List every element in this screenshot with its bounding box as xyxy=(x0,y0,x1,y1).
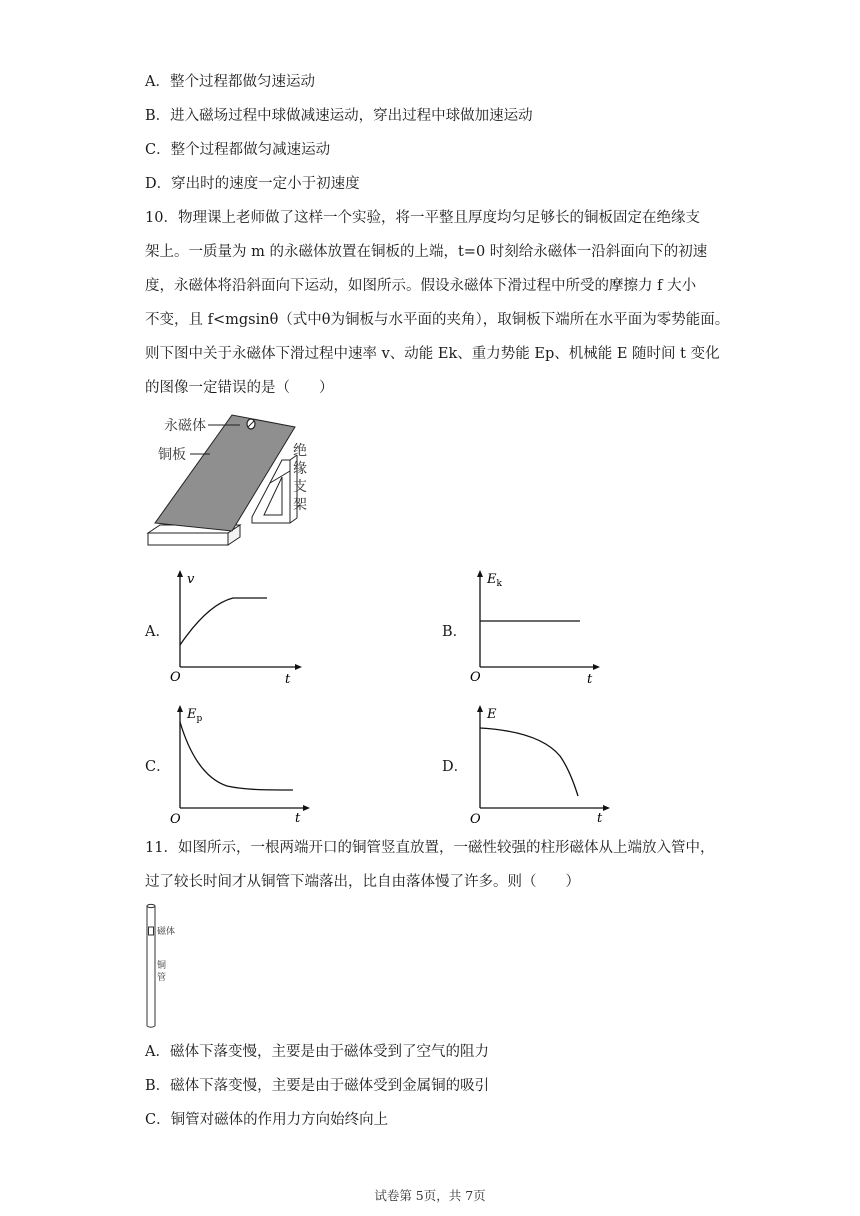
q10-line-1: 10．物理课上老师做了这样一个实验，将一平整且厚度均匀足够长的铜板固定在绝缘支 xyxy=(145,210,700,226)
support-label-3: 支 xyxy=(293,479,307,495)
graph-a xyxy=(165,565,305,685)
graph-c-letter: C． xyxy=(145,759,171,775)
tube-magnet-label: 磁体 xyxy=(157,927,176,937)
q10-line-3: 度，永磁体将沿斜面向下运动，如图所示。假设永磁体下滑过程中所受的摩擦力 f 大小 xyxy=(145,278,697,294)
graph-c-origin: O xyxy=(170,812,181,827)
graph-c-ylabel: $E_p$ xyxy=(187,707,203,724)
graph-b-xlabel: t xyxy=(587,672,593,685)
q11-line-1: 11．如图所示，一根两端开口的铜管竖直放置，一磁性较强的柱形磁体从上端放入管中， xyxy=(145,840,715,856)
q11-line-2: 过了较长时间才从铜管下端落出，比自由落体慢了许多。则（ ） xyxy=(145,874,580,890)
graph-c xyxy=(165,700,315,828)
support-label-2: 缘 xyxy=(293,461,307,477)
q9-option-a: A．整个过程都做匀速运动 xyxy=(145,74,315,90)
support-label-4: 架 xyxy=(293,497,307,513)
tube-label-1: 铜 xyxy=(157,961,167,971)
graph-b-ylabel: $E_k$ xyxy=(487,572,502,589)
q9-option-b: B．进入磁场过程中球做减速运动，穿出过程中球做加速运动 xyxy=(145,108,533,124)
q9-option-c: C．整个过程都做匀减速运动 xyxy=(145,142,331,158)
graph-a-xlabel: t xyxy=(285,672,291,685)
q11-option-b: B．磁体下落变慢，主要是由于磁体受到金属铜的吸引 xyxy=(145,1078,490,1094)
q11-option-a: A．磁体下落变慢，主要是由于磁体受到了空气的阻力 xyxy=(145,1044,489,1060)
copper-plate-figure xyxy=(140,405,330,555)
graph-a-letter: A． xyxy=(145,624,170,640)
graph-c-xlabel: t xyxy=(295,811,301,826)
q10-line-4: 不变，且 f<mgsinθ（式中θ为铜板与水平面的夹角），取铜板下端所在水平面为零势能面。 xyxy=(145,312,730,328)
graph-d-ylabel: E xyxy=(487,707,497,722)
support-label-1: 绝 xyxy=(293,443,307,459)
copper-tube-figure xyxy=(140,900,200,1032)
q9-option-d: D．穿出时的速度一定小于初速度 xyxy=(145,176,360,192)
magnet-label: 永磁体 xyxy=(164,418,206,434)
graph-d-origin: O xyxy=(470,812,481,827)
graph-b xyxy=(465,565,605,685)
graph-b-origin: O xyxy=(470,670,481,685)
plate-label: 铜板 xyxy=(158,447,186,463)
graph-a-ylabel: v xyxy=(187,572,195,587)
q10-line-2: 架上。一质量为 m 的永磁体放置在铜板的上端，t=0 时刻给永磁体一沿斜面向下的初速 xyxy=(145,244,708,260)
tube-label-2: 管 xyxy=(157,973,167,983)
graph-d xyxy=(465,700,615,828)
graph-d-xlabel: t xyxy=(597,811,603,826)
q10-line-5: 则下图中关于永磁体下滑过程中速率 v、动能 Ek、重力势能 Ep、机械能 E 随时间 t 变化 xyxy=(145,346,720,362)
page-footer: 试卷第 5页，共 7页 xyxy=(374,1188,486,1203)
q10-line-6: 的图像一定错误的是（ ） xyxy=(145,380,334,396)
graph-a-origin: O xyxy=(170,670,181,685)
tube-magnet-icon xyxy=(149,927,154,935)
graph-b-letter: B． xyxy=(442,624,468,640)
q11-option-c: C．铜管对磁体的作用力方向始终向上 xyxy=(145,1112,389,1128)
graph-d-letter: D． xyxy=(442,759,469,775)
